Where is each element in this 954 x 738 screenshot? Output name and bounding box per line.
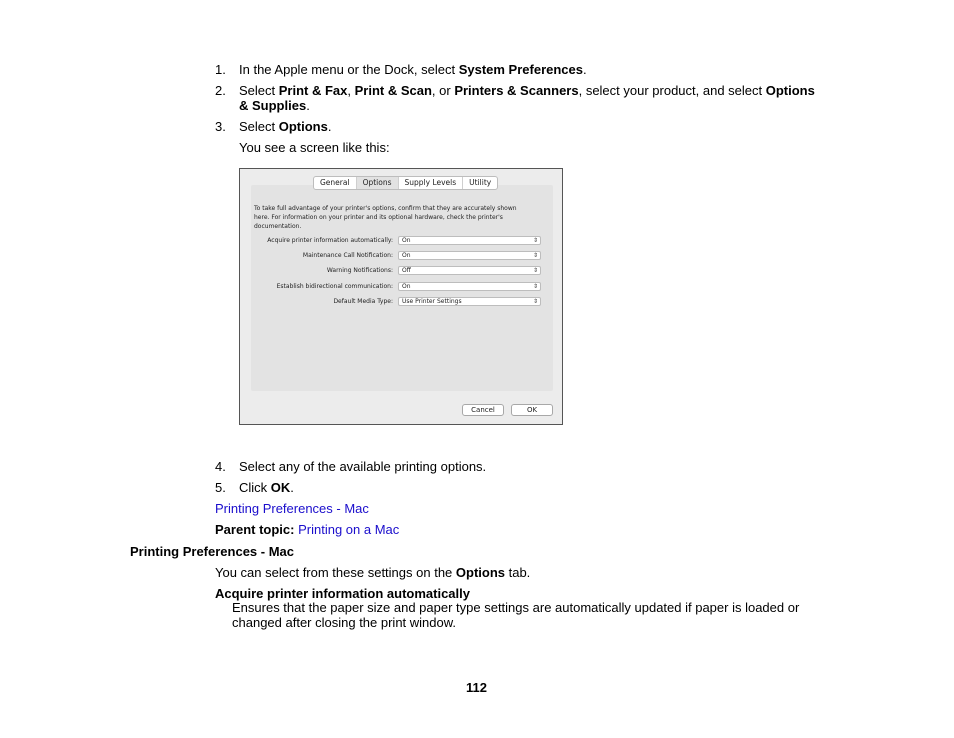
step-3-post: . <box>327 119 332 134</box>
options-dialog-screenshot <box>239 168 563 425</box>
option-select-warning-notifications[interactable] <box>398 266 541 275</box>
intro-line-3: documentation. <box>254 223 302 230</box>
see-screen-text: You see a screen like this: <box>239 140 390 155</box>
up-down-chevron-icon: ⇕ <box>532 284 538 290</box>
step-2-bold-4: Options <box>765 83 815 98</box>
printing-preferences-link[interactable]: Printing Preferences - Mac <box>215 501 369 516</box>
option-value: On <box>402 283 411 290</box>
step-2-number: 2. <box>215 83 226 98</box>
option-value: Use Printer Settings <box>402 298 462 305</box>
intro-line-2: here. For information on your printer and its optional hardware, check the printer's <box>254 214 503 221</box>
tab-utility[interactable]: Utility <box>469 178 492 187</box>
step-1-pre: In the Apple menu or the Dock, select <box>239 62 459 77</box>
step-2-continuation <box>239 98 310 113</box>
option-select-maintenance-call[interactable] <box>398 251 541 260</box>
option-value: On <box>402 237 411 244</box>
step-5-bold: OK <box>270 480 291 495</box>
ok-button[interactable]: OK <box>511 404 553 416</box>
setting-desc-line-1: Ensures that the paper size and paper type settings are automatically updated if paper is loaded or <box>232 600 800 615</box>
option-value: On <box>402 252 411 259</box>
step-2-mid-2: , or <box>431 83 455 98</box>
tab-options[interactable]: Options <box>357 177 399 189</box>
step-2-pre: Select <box>239 83 279 98</box>
option-label: Acquire printer information automatically: <box>267 237 393 244</box>
up-down-chevron-icon: ⇕ <box>532 238 538 244</box>
cancel-button[interactable]: Cancel <box>462 404 504 416</box>
section-heading-text: Printing Preferences - Mac <box>130 544 294 559</box>
option-row-default-media <box>240 297 564 307</box>
step-1-number: 1. <box>215 62 226 77</box>
section-intro-pre: You can select from these settings on the <box>215 565 456 580</box>
section-intro-post: tab. <box>505 565 531 580</box>
option-row-bidirectional <box>240 282 564 292</box>
step-5-number: 5. <box>215 480 226 495</box>
step-4-text: Select any of the available printing options. <box>239 459 487 474</box>
tab-supply-levels[interactable]: Supply Levels <box>399 177 464 189</box>
step-5-post: . <box>290 480 294 495</box>
step-3-number: 3. <box>215 119 226 134</box>
option-value: Off <box>402 267 411 274</box>
setting-title <box>215 586 470 601</box>
step-2-bold-1: Print & Fax <box>278 83 348 98</box>
setting-desc-line-2: changed after closing the print window. <box>232 615 457 630</box>
up-down-chevron-icon: ⇕ <box>532 268 538 274</box>
dialog-tab-bar <box>313 176 498 190</box>
parent-topic-link[interactable]: Printing on a Mac <box>298 522 400 537</box>
step-2-mid-1: , <box>347 83 355 98</box>
step-2-text <box>239 83 815 98</box>
option-row-maintenance-call <box>240 251 564 261</box>
step-3-pre: Select <box>239 119 279 134</box>
tab-general[interactable]: General <box>314 177 357 189</box>
step-1-text <box>239 62 587 77</box>
page-number: 112 <box>466 680 487 695</box>
step-2-cont-post: . <box>306 98 310 113</box>
step-1-bold: System Preferences <box>458 62 583 77</box>
step-1-post: . <box>583 62 587 77</box>
option-select-acquire-info[interactable] <box>398 236 541 245</box>
step-5-pre: Click <box>239 480 271 495</box>
printing-preferences-link-line <box>215 501 369 516</box>
section-intro <box>215 565 530 580</box>
option-label: Maintenance Call Notification: <box>302 252 393 259</box>
dialog-intro-text <box>254 204 534 231</box>
section-intro-bold: Options <box>455 565 505 580</box>
parent-topic-label: Parent topic: <box>215 522 295 537</box>
step-2-mid-3: , select your product, and select <box>578 83 766 98</box>
section-heading <box>130 544 294 559</box>
option-select-bidirectional[interactable] <box>398 282 541 291</box>
setting-title-text: Acquire printer information automatically <box>215 586 470 601</box>
step-2-cont-bold: & Supplies <box>239 98 307 113</box>
up-down-chevron-icon: ⇕ <box>532 253 538 259</box>
step-2-bold-2: Print & Scan <box>354 83 432 98</box>
parent-topic <box>215 522 399 537</box>
option-label: Warning Notifications: <box>326 267 393 274</box>
option-row-acquire-info <box>240 236 564 246</box>
option-select-default-media[interactable] <box>398 297 541 306</box>
option-row-warning-notifications <box>240 266 564 276</box>
step-2-bold-3: Printers & Scanners <box>454 83 579 98</box>
step-4-number: 4. <box>215 459 226 474</box>
intro-line-1: To take full advantage of your printer's options, confirm that they are accurately shown <box>254 205 517 212</box>
step-5-text <box>239 480 294 495</box>
up-down-chevron-icon: ⇕ <box>532 299 538 305</box>
step-3-bold: Options <box>278 119 328 134</box>
option-label: Default Media Type: <box>333 298 393 305</box>
step-3-text <box>239 119 331 134</box>
option-label: Establish bidirectional communication: <box>276 283 393 290</box>
